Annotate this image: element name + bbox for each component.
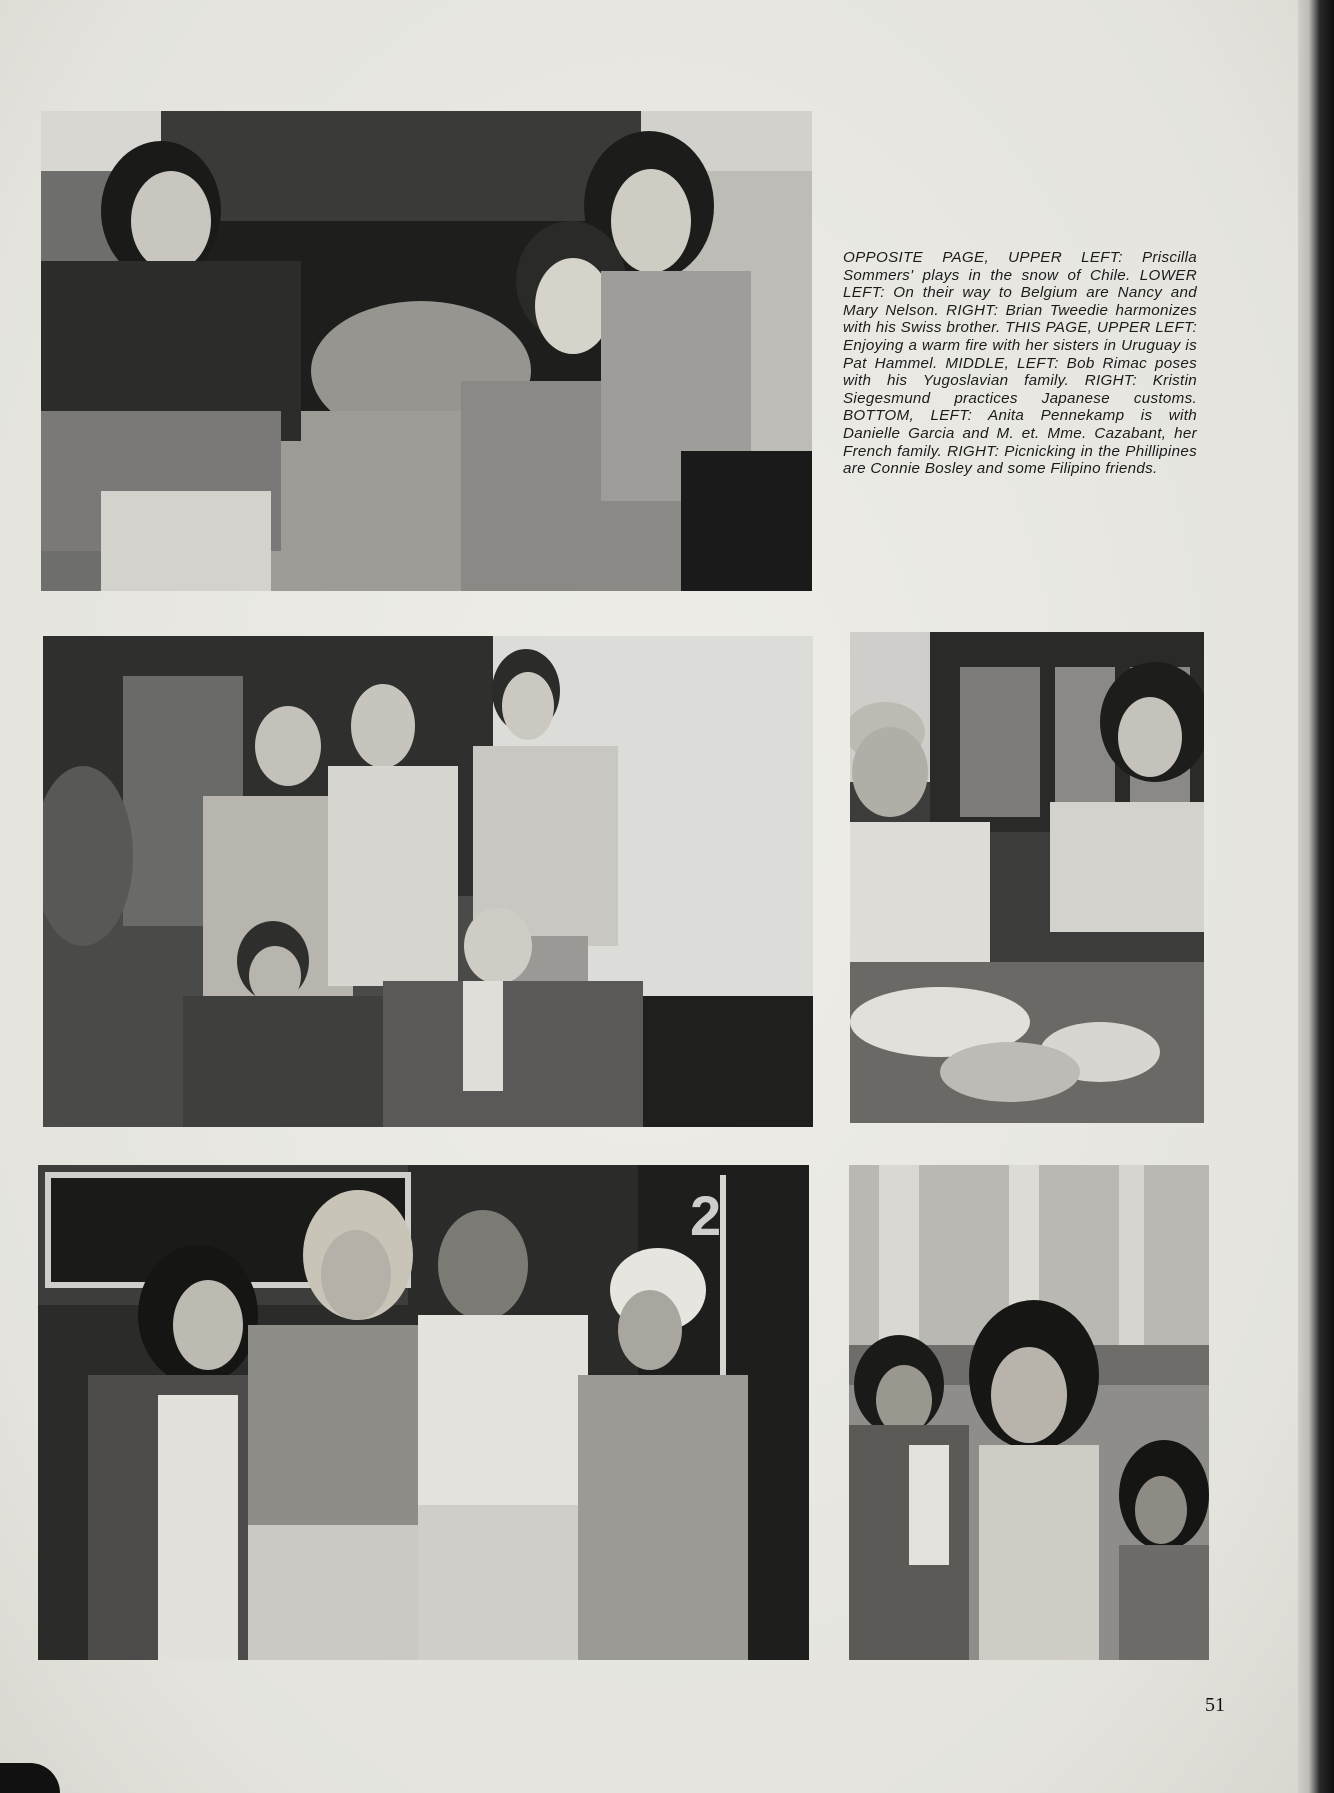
photo-fireplace-sisters bbox=[41, 111, 812, 591]
page-number: 51 bbox=[1205, 1694, 1225, 1716]
photo-caption: OPPOSITE PAGE, UPPER LEFT: Priscilla Sommers' plays in the snow of Chile. LOWER LEFT: On their way to Belgium are Nancy and Mary Nelson. RIGHT: Brian Tweedie harmonizes with his Swiss brother. THIS PAGE, UPPER LEFT: Enjoying a warm fire with her sisters in Uruguay is Pat Hammel. MIDDLE, LEFT: Bob Rimac poses with his Yugoslavian family. RIGHT: Kristin Siegesmund practices Japanese customs. BOTTOM, LEFT: Anita Pennekamp is with Danielle Garcia and M. et. Mme. Cazabant, her French family. RIGHT: Picnicking in the Phillipines are Connie Bosley and some Filipino friends. bbox=[843, 249, 1197, 478]
page-edge-shadow bbox=[1298, 0, 1334, 1793]
photo-philippines-picnic bbox=[849, 1165, 1209, 1660]
photo-japanese-customs bbox=[850, 632, 1204, 1123]
sign-number: 2 bbox=[690, 1184, 722, 1247]
photo-yugoslavian-family bbox=[43, 636, 813, 1127]
photo-french-family bbox=[38, 1165, 809, 1660]
